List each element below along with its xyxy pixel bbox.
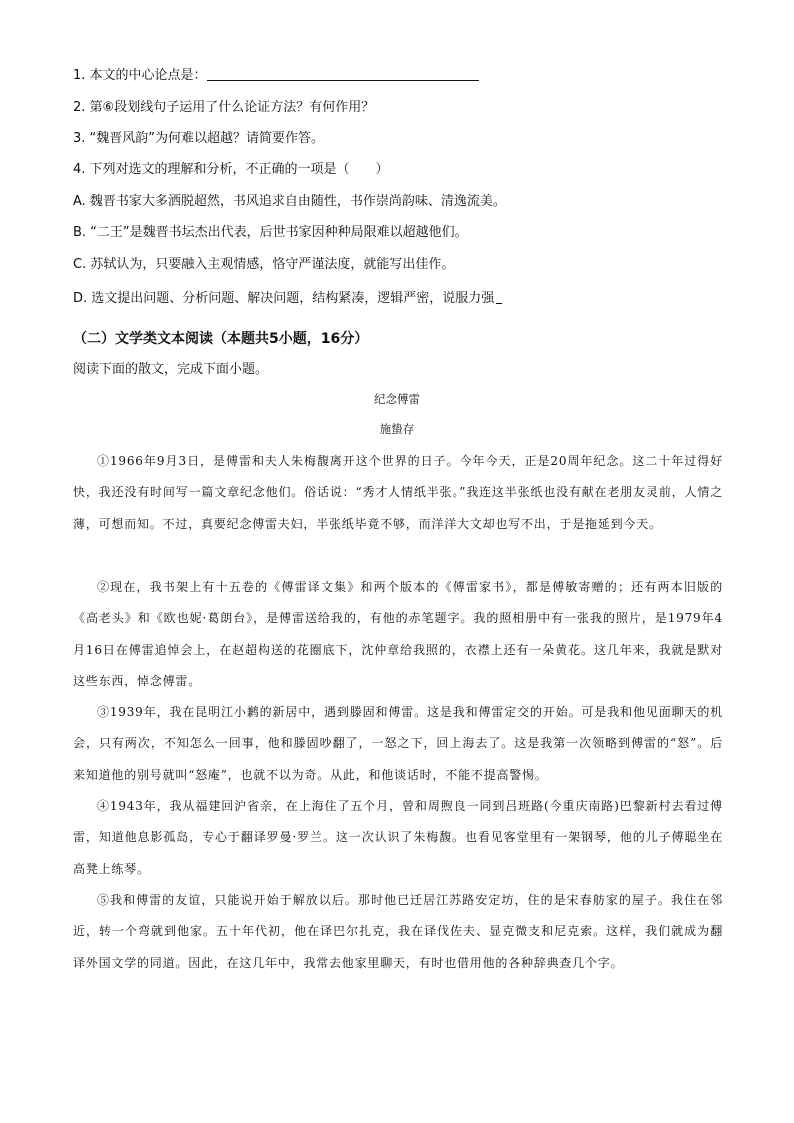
option-c: C. 苏轼认为，只要融入主观情感，恪守严谨法度，就能写出佳作。 <box>73 257 455 272</box>
question-4: 4. 下列对选文的理解和分析，不正确的一项是（ ） <box>73 162 389 177</box>
article-paragraph-2: ②现在，我书架上有十五卷的《傅雷译文集》和两个版本的《傅雷家书》，都是傅敏寄赠的；还有两本旧版的《高老头》和《欧也妮·葛朗台》，是傅雷送给我的，有他的赤笔题字。我的照相册中有一张我的照片，是1979年4月16日在傅雷追悼会上，在赵超构送的花圈底下，沈仲章给我照的，衣襟上还有一朵黄花。这几年来，我就是默对这些东西，悼念傅雷。 <box>73 580 723 689</box>
option-a: A. 魏晋书家大多洒脱超然，书风追求自由随性，书作崇尚韵味、清逸流美。 <box>73 194 506 209</box>
article-title: 纪念傅雷 <box>374 392 420 406</box>
article-paragraph-3: ③1939年，我在昆明江小鹣的新居中，遇到滕固和傅雷。这是我和傅雷定交的开始。可是我和他见面聊天的机会，只有两次，不知怎么一回事，他和滕固吵翻了，一怒之下，回上海去了。这是我第一次领略到傅雷的“怒”。后来知道他的别号就叫“怒庵”，也就不以为奇。从此，和他谈话时，不能不提高警惕。 <box>73 705 723 782</box>
section-title: （二）文学类文本阅读（本题共5小题，16分） <box>73 331 369 347</box>
question-1-text: 1. 本文的中心论点是： <box>73 68 207 83</box>
article-paragraph-5: ⑤我和傅雷的友谊，只能说开始于解放以后。那时他已迁居江苏路安定坊，住的是宋春舫家的屋子。我住在邻近，转一个弯就到他家。五十年代初，他在译巴尔扎克，我在译伐佐夫、显克微支和尼克索。这样，我们就成为翻译外国文学的同道。因此，在这几年中，我常去他家里聊天，有时也借用他的各种辞典查几个字。 <box>73 893 723 970</box>
option-d <box>73 289 502 309</box>
option-b: B. “二王”是魏晋书坛杰出代表，后世书家因种种局限难以超越他们。 <box>73 225 468 240</box>
answer-blank <box>207 66 479 81</box>
question-1 <box>73 66 479 86</box>
question-3: 3. “魏晋风韵”为何难以超越？请简要作答。 <box>73 131 325 146</box>
option-d-text: D. 选文提出问题、分析问题、解决问题，结构紧凑，逻辑严密，说服力强 <box>73 291 495 306</box>
instruction: 阅读下面的散文，完成下面小题。 <box>73 362 269 377</box>
article-author: 施蛰存 <box>379 422 415 436</box>
question-2: 2. 第⑥段划线句子运用了什么论证方法？有何作用？ <box>73 100 375 115</box>
article-paragraph-4: ④1943年，我从福建回沪省亲，在上海住了五个月，曾和周煦良一同到吕班路(今重庆南路)巴黎新村去看过傅雷，知道他息影孤岛，专心于翻译罗曼·罗兰。这一次认识了朱梅馥。也看见客堂里有一架钢琴，他的儿子傅聪坐在高凳上练琴。 <box>73 799 723 876</box>
underline-mark <box>496 291 502 304</box>
article-paragraph-1: ①1966年9月3日，是傅雷和夫人朱梅馥离开这个世界的日子。今年今天，正是20周年纪念。这二十年过得好快，我还没有时间写一篇文章纪念他们。俗话说：“秀才人情纸半张。”我连这半张纸也没有献在老朋友灵前，人情之薄，可想而知。不过，真要纪念傅雷夫妇，半张纸毕竟不够，而洋洋大文却也写不出，于是拖延到今天。 <box>73 454 723 531</box>
